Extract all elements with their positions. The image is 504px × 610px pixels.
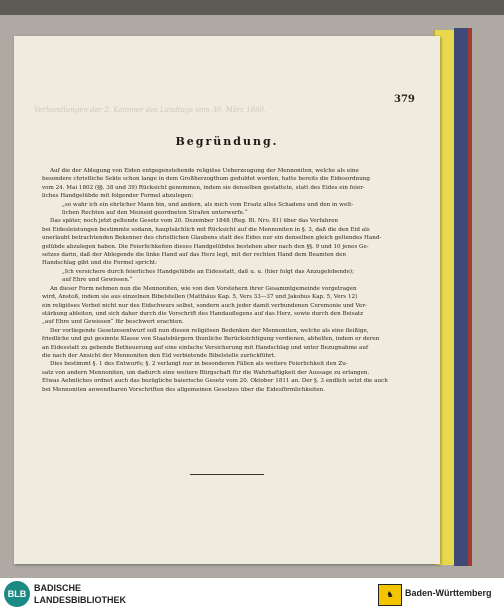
text-line: An dieser Form nehmen nun die Mennoniten, wie von den Vorstehern ihrer Gesammtgemeinde vorgetragen <box>50 285 357 292</box>
library-name <box>34 582 126 606</box>
library-name-line2: LANDESBIBLIOTHEK <box>34 595 126 605</box>
text-line: „auf Ehre und Gewissen“ für beschwert erachten. <box>42 319 184 326</box>
text-line: Handschlag gibt und die Formel spricht: <box>42 260 158 267</box>
book-edge-red <box>468 28 472 566</box>
closing-rule <box>190 474 264 475</box>
text-line: die nach der Ansicht der Mennoniten den Eid verbietende Bibelstelle zurückführt. <box>42 352 276 359</box>
book-page <box>14 36 440 564</box>
text-line: Etwas Aehnliches ordnet auch das bezügliche baierische Gesetz vom 20. Oktober 1811 an. Der §. 3 endlich setzt die auch <box>42 378 388 385</box>
text-line: gelübde abzulegen haben. Die Feierlichkeiten dieses Handgelübdes bestehen aber nach den §§. 9 und 10 jenes Ge- <box>42 243 369 250</box>
text-line: unerlaubt betrachtenden Bekenner des christlichen Glaubens statt des Eides nur ein denselben gleich geltendes Hand- <box>42 235 382 242</box>
page-heading: Begründung. <box>175 135 279 148</box>
text-line: friedliche und gut gesinnte Klasse von Staatsbürgern thunliche Berücksichtigung verdienen, abhelfen, indem er deren <box>42 336 380 343</box>
text-line: „Ich versichere durch feierliches Handgelübde an Eidesstatt, daß u. u. (hier folgt das Anzugelobende); <box>62 268 354 275</box>
text-line: lichen Rechten auf den Meineid geordneten Strafen unterwerfe.“ <box>62 210 248 217</box>
text-line: „so wahr ich ein ehrlicher Mann bin, und andern, als mich vom Ersatz alles Schadens und den in welt- <box>62 201 354 208</box>
blb-logo-icon: BLB <box>4 581 30 607</box>
body-text <box>42 167 410 394</box>
text-line: auf Ehre und Gewissen.“ <box>62 277 133 284</box>
text-line: Der vorliegende Gesetzesentwurf soll nun diesen religiösen Bedenken der Mennoniten, welche als eine fleißige, <box>50 327 369 334</box>
text-line: vom 24. Mai 1802 (§§. 38 und 39) Rücksicht genommen, indem sie denselben gestattete, statt des Eides ein feier- <box>42 184 365 191</box>
text-line: wird, Anstoß, indem sie aus einzelnen Bibelstellen (Matthäus Kap. 5, Vers 33—37 und Jakobus Kap. 5, Vers 12) <box>42 294 358 301</box>
text-line: Dies bestimmt §. 1 des Entwurfs; §. 2 verlangt nur in besonderen Fällen als weitere Feierlichkeit den Zu- <box>50 361 348 368</box>
text-line: ein religiöses Verbot nicht nur des Eidschwurs selbst, sondern auch jeder damit verbundenen Ceremonie und Ver- <box>42 302 367 309</box>
text-line: Auf die der Ablegung von Eiden entgegenstehende religiöse Ueberzeugung der Mennoniten, welche als eine <box>50 168 359 174</box>
text-line: bei Mennoniten anwendbaren Vorschriften des allgemeinen Gesetzes über die Eidesförmlichkeiten. <box>42 386 325 393</box>
bleed-through-text: Verhandlungen der 2. Kammer des Landtags vom 30. März 1860. <box>34 106 267 114</box>
scan-top-bar <box>0 0 504 15</box>
text-line: bei Eidesleistungen bestimmte sodann, hauptsächlich mit Rücksicht auf die Mennoniten in §. 3, daß die den Eid als <box>42 226 370 233</box>
state-crest-icon: ♞ <box>378 584 402 606</box>
text-line: besondere christliche Sekte schon lange in dem Großherzogthum geduldet worden, hatte bereits die Eidesordnung <box>42 176 370 183</box>
footer-bar <box>0 578 504 610</box>
library-name-line1: BADISCHE <box>34 583 82 593</box>
text-line: setzes darin, daß der Ablegende die linke Hand auf das Herz legt, mit der rechten Hand dem Beamten den <box>42 252 347 259</box>
state-name: Baden-Württemberg <box>405 588 492 598</box>
text-line: stärkung ableiten, und sich daher durch die Vorschrift des Handauflegens auf das Herz, sowie durch den Beisatz <box>42 310 364 317</box>
text-line: an Eidesstatt zu gebende Betheuerung auf eine einfache Versicherung mit Handschlag und unter Bezugnahme auf <box>42 344 369 351</box>
page-number: 379 <box>394 94 415 105</box>
text-line: liches Handgelübde mit folgender Formel abzulegen: <box>42 193 194 200</box>
book-edge-blue <box>454 28 468 566</box>
text-line: satz von andern Mennoniten, um dadurch eine weitere Bürgschaft für die Wahrhaftigkeit der Aussage zu erlangen. <box>42 369 370 376</box>
text-line: Das später, noch jetzt geltende Gesetz vom 20. Dezember 1848 (Reg. Bl. Nro. 81) über das Verfahren <box>50 218 339 225</box>
